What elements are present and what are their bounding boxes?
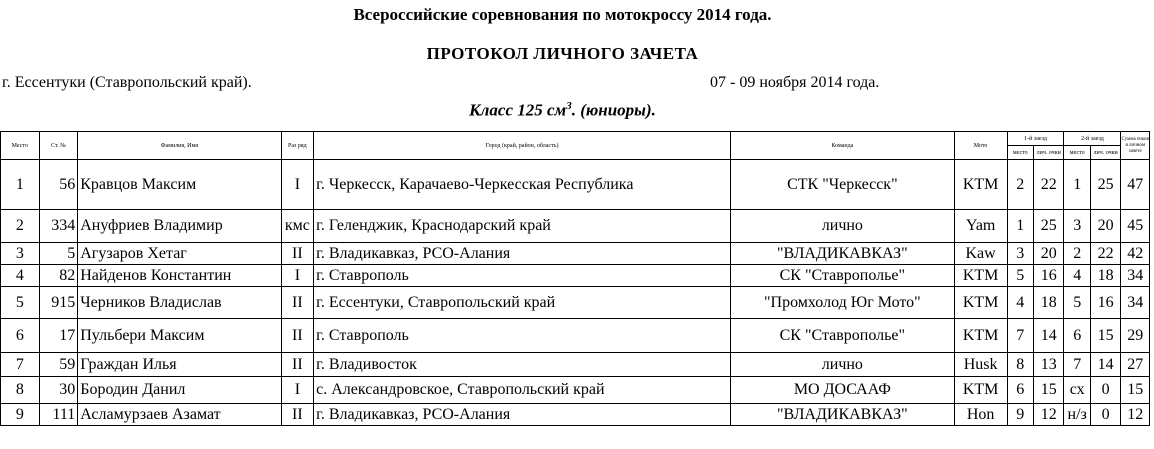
row-name: Ануфриев Владимир (78, 210, 281, 243)
row-team: СТК "Черкесск" (731, 160, 955, 210)
row-rank: I (281, 377, 314, 404)
table-row (1, 377, 1150, 404)
row-race2-place: 3 (1064, 210, 1090, 243)
row-race1-place: 3 (1007, 243, 1033, 265)
competition-title: Всероссийские соревнования по мотокроссу 2014 года. (353, 5, 772, 24)
col-rank-header: Раз ряд (281, 132, 314, 160)
protocol-title: ПРОТОКОЛ ЛИЧНОГО ЗАЧЕТА (426, 44, 699, 63)
col-total-header: Сумма очков в личном зачете (1121, 132, 1150, 160)
row-city: г. Ставрополь (314, 319, 731, 353)
row-team: МО ДОСААФ (731, 377, 955, 404)
row-team: лично (731, 353, 955, 377)
col-place-header: Место (1, 132, 40, 160)
row-moto: KTM (954, 377, 1007, 404)
row-place: 4 (1, 265, 40, 287)
row-race1-points: 15 (1033, 377, 1064, 404)
row-name: Черников Владислав (78, 287, 281, 319)
row-place: 8 (1, 377, 40, 404)
col-team-header: Команда (731, 132, 955, 160)
row-race1-place: 7 (1007, 319, 1033, 353)
row-race2-points: 25 (1090, 160, 1121, 210)
row-moto: Kaw (954, 243, 1007, 265)
race1-header: 1-й заезд (1007, 132, 1064, 146)
row-name: Агузаров Хетаг (78, 243, 281, 265)
row-race1-place: 5 (1007, 265, 1033, 287)
row-race1-place: 8 (1007, 353, 1033, 377)
row-total: 47 (1121, 160, 1150, 210)
row-city: г. Ставрополь (314, 265, 731, 287)
row-start-number: 56 (39, 160, 78, 210)
row-race1-points: 14 (1033, 319, 1064, 353)
row-place: 2 (1, 210, 40, 243)
dates-text: 07 - 09 ноября 2014 года. (710, 74, 880, 91)
row-rank: кмс (281, 210, 314, 243)
row-race2-place: сх (1064, 377, 1090, 404)
row-total: 45 (1121, 210, 1150, 243)
race1-place-header: место (1007, 146, 1033, 160)
row-name: Граждан Илья (78, 353, 281, 377)
row-race2-points: 18 (1090, 265, 1121, 287)
row-race2-points: 0 (1090, 404, 1121, 426)
row-name: Кравцов Максим (78, 160, 281, 210)
race2-place-header: место (1064, 146, 1090, 160)
table-row (1, 265, 1150, 287)
row-moto: KTM (954, 160, 1007, 210)
row-moto: Husk (954, 353, 1007, 377)
row-moto: Hon (954, 404, 1007, 426)
row-team: "Промхолод Юг Мото" (731, 287, 955, 319)
col-start-header: Ст. № (39, 132, 78, 160)
row-race2-place: 1 (1064, 160, 1090, 210)
row-race2-points: 16 (1090, 287, 1121, 319)
row-team: СК "Ставрополье" (731, 319, 955, 353)
row-race1-place: 6 (1007, 377, 1033, 404)
row-city: г. Владикавказ, РСО-Алания (314, 243, 731, 265)
row-race2-place: 4 (1064, 265, 1090, 287)
row-race2-place: 5 (1064, 287, 1090, 319)
row-race1-points: 22 (1033, 160, 1064, 210)
row-total: 34 (1121, 287, 1150, 319)
row-race2-points: 20 (1090, 210, 1121, 243)
row-rank: II (281, 353, 314, 377)
race2-points-header: лич. очки (1090, 146, 1121, 160)
row-city: г. Геленджик, Краснодарский край (314, 210, 731, 243)
location-text: г. Ессентуки (Ставропольский край). (2, 74, 252, 91)
row-name: Бородин Данил (78, 377, 281, 404)
row-race2-place: 2 (1064, 243, 1090, 265)
row-place: 7 (1, 353, 40, 377)
row-race1-place: 2 (1007, 160, 1033, 210)
row-city: г. Владикавказ, РСО-Алания (314, 404, 731, 426)
col-name-header: Фамилия, Имя (78, 132, 281, 160)
row-race2-points: 14 (1090, 353, 1121, 377)
row-start-number: 111 (39, 404, 78, 426)
row-start-number: 334 (39, 210, 78, 243)
row-city: г. Ессентуки, Ставропольский край (314, 287, 731, 319)
row-race2-place: 7 (1064, 353, 1090, 377)
row-race1-points: 25 (1033, 210, 1064, 243)
row-rank: II (281, 287, 314, 319)
race1-points-header: лич. очки (1033, 146, 1064, 160)
class-prefix: Класс 125 см (469, 100, 567, 120)
row-rank: II (281, 404, 314, 426)
race2-header: 2-й заезд (1064, 132, 1121, 146)
row-place: 3 (1, 243, 40, 265)
col-city-header: Город (край, район, область) (314, 132, 731, 160)
table-row (1, 353, 1150, 377)
row-rank: I (281, 265, 314, 287)
row-place: 5 (1, 287, 40, 319)
row-place: 1 (1, 160, 40, 210)
row-total: 27 (1121, 353, 1150, 377)
class-title (0, 100, 1125, 121)
row-name: Пульбери Максим (78, 319, 281, 353)
row-race1-points: 12 (1033, 404, 1064, 426)
row-team: лично (731, 210, 955, 243)
table-row (1, 160, 1150, 210)
class-superscript: 3 (566, 100, 572, 112)
table-row (1, 210, 1150, 243)
row-race1-points: 16 (1033, 265, 1064, 287)
row-city: г. Черкесск, Карачаево-Черкесская Республика (314, 160, 731, 210)
row-race2-points: 0 (1090, 377, 1121, 404)
row-start-number: 59 (39, 353, 78, 377)
row-city: с. Александровское, Ставропольский край (314, 377, 731, 404)
row-race1-place: 9 (1007, 404, 1033, 426)
row-race2-place: 6 (1064, 319, 1090, 353)
results-table (0, 131, 1150, 426)
row-place: 6 (1, 319, 40, 353)
row-total: 12 (1121, 404, 1150, 426)
row-start-number: 17 (39, 319, 78, 353)
row-place: 9 (1, 404, 40, 426)
row-race1-points: 13 (1033, 353, 1064, 377)
row-race2-points: 22 (1090, 243, 1121, 265)
row-name: Найденов Константин (78, 265, 281, 287)
row-start-number: 82 (39, 265, 78, 287)
row-moto: KTM (954, 265, 1007, 287)
row-total: 15 (1121, 377, 1150, 404)
row-start-number: 915 (39, 287, 78, 319)
row-start-number: 30 (39, 377, 78, 404)
row-race1-points: 20 (1033, 243, 1064, 265)
row-city: г. Владивосток (314, 353, 731, 377)
row-moto: Yam (954, 210, 1007, 243)
row-total: 42 (1121, 243, 1150, 265)
row-race2-points: 15 (1090, 319, 1121, 353)
class-suffix: . (юниоры). (571, 100, 656, 120)
row-team: "ВЛАДИКАВКАЗ" (731, 404, 955, 426)
row-team: СК "Ставрополье" (731, 265, 955, 287)
table-row (1, 243, 1150, 265)
row-total: 29 (1121, 319, 1150, 353)
row-team: "ВЛАДИКАВКАЗ" (731, 243, 955, 265)
row-moto: KTM (954, 287, 1007, 319)
row-rank: II (281, 319, 314, 353)
row-race1-place: 1 (1007, 210, 1033, 243)
table-row (1, 287, 1150, 319)
row-race1-points: 18 (1033, 287, 1064, 319)
table-row (1, 319, 1150, 353)
table-row (1, 404, 1150, 426)
col-moto-header: Мото (954, 132, 1007, 160)
row-race2-place: н/з (1064, 404, 1090, 426)
row-name: Асламурзаев Азамат (78, 404, 281, 426)
row-rank: I (281, 160, 314, 210)
row-start-number: 5 (39, 243, 78, 265)
row-moto: KTM (954, 319, 1007, 353)
row-rank: II (281, 243, 314, 265)
row-race1-place: 4 (1007, 287, 1033, 319)
row-total: 34 (1121, 265, 1150, 287)
